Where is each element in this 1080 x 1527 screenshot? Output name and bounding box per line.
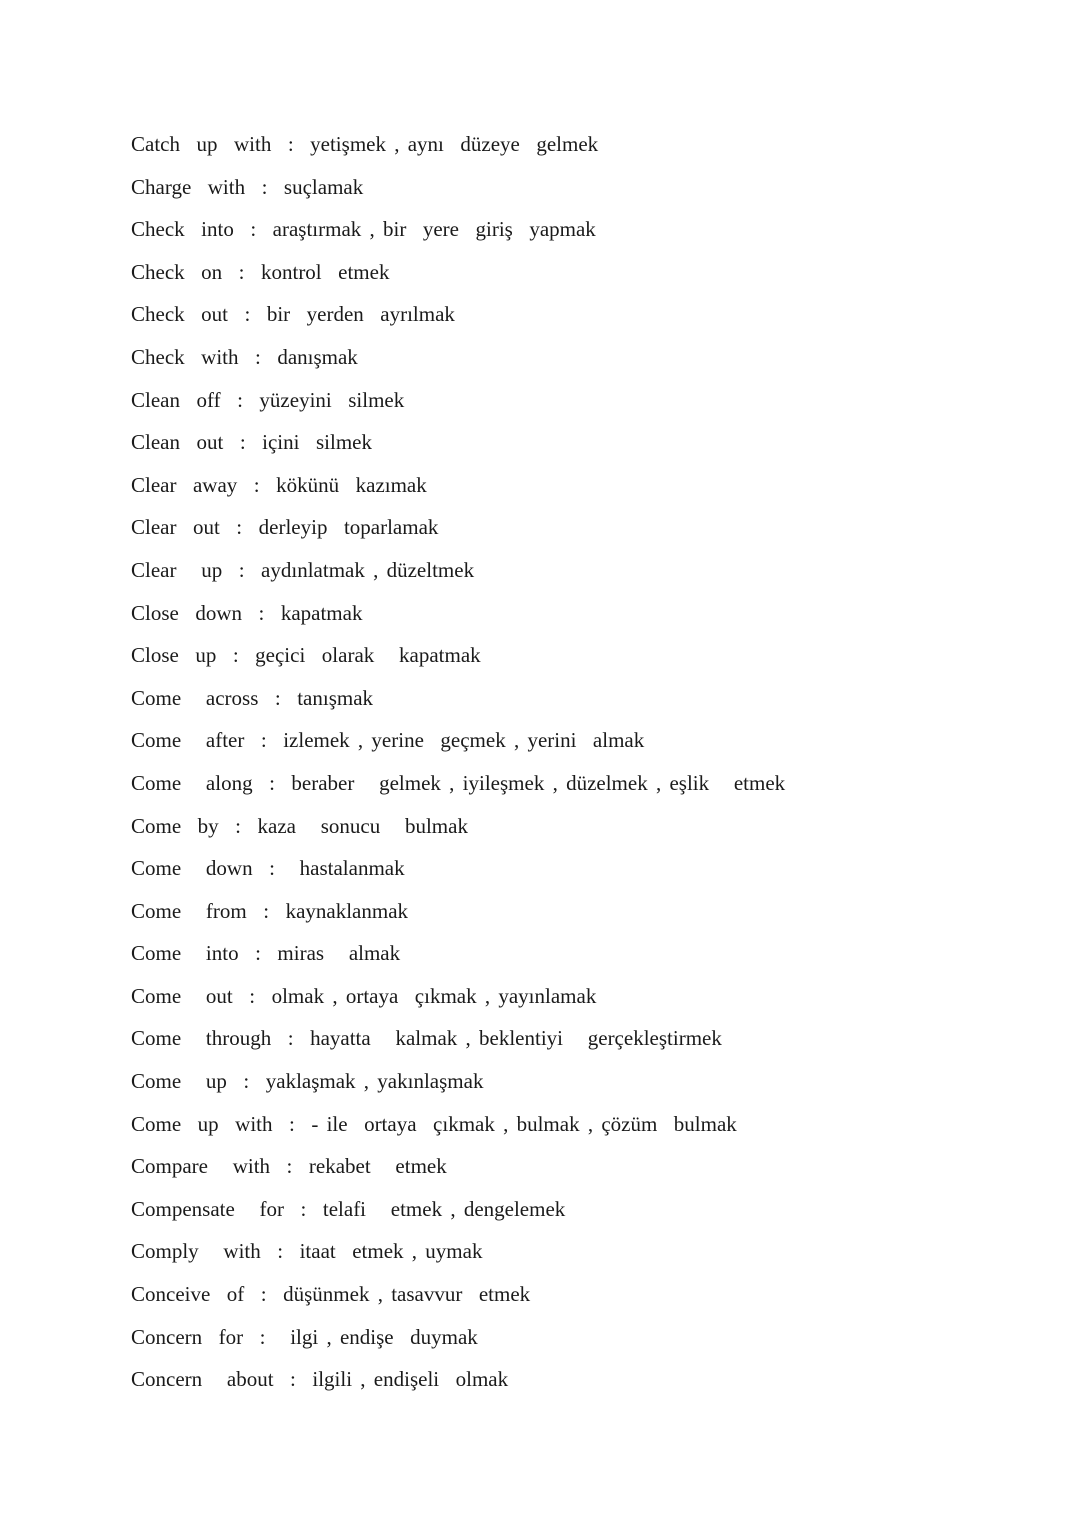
list-item: Come up with : - ile ortaya çıkmak , bulmak , çözüm bulmak <box>131 1111 737 1136</box>
list-item: Come from : kaynaklanmak <box>131 898 409 923</box>
list-item: Come up : yaklaşmak , yakınlaşmak <box>131 1069 484 1094</box>
list-item: Come through : hayatta kalmak , beklentiyi gerçekleştirmek <box>131 1026 722 1051</box>
phrasal-verb-list <box>131 126 785 1404</box>
list-item: Clean off : yüzeyini silmek <box>131 387 405 412</box>
list-item: Clear up : aydınlatmak , düzeltmek <box>131 557 475 582</box>
list-item: Come by : kaza sonucu bulmak <box>131 813 468 838</box>
list-item: Clean out : içini silmek <box>131 430 372 455</box>
list-item: Close down : kapatmak <box>131 600 363 625</box>
list-item: Comply with : itaat etmek , uymak <box>131 1239 483 1264</box>
list-item: Come along : beraber gelmek , iyileşmek , düzelmek , eşlik etmek <box>131 770 786 795</box>
list-item: Come after : izlemek , yerine geçmek , yerini almak <box>131 728 645 753</box>
list-item: Check into : araştırmak , bir yere giriş yapmak <box>131 217 596 242</box>
list-item: Come across : tanışmak <box>131 685 374 710</box>
list-item: Conceive of : düşünmek , tasavvur etmek <box>131 1282 531 1307</box>
list-item: Check out : bir yerden ayrılmak <box>131 302 455 327</box>
list-item: Charge with : suçlamak <box>131 174 364 199</box>
list-item: Compare with : rekabet etmek <box>131 1154 447 1179</box>
list-item: Come out : olmak , ortaya çıkmak , yayınlamak <box>131 983 597 1008</box>
list-item: Close up : geçici olarak kapatmak <box>131 643 481 668</box>
list-item: Clear out : derleyip toparlamak <box>131 515 439 540</box>
list-item: Check with : danışmak <box>131 344 358 369</box>
list-item: Clear away : kökünü kazımak <box>131 472 427 497</box>
list-item: Come into : miras almak <box>131 941 401 966</box>
list-item: Concern for : ilgi , endişe duymak <box>131 1324 478 1349</box>
list-item: Check on : kontrol etmek <box>131 259 390 284</box>
list-item: Catch up with : yetişmek , aynı düzeye gelmek <box>131 132 599 156</box>
list-item: Concern about : ilgili , endişeli olmak <box>131 1367 509 1392</box>
list-item: Compensate for : telafi etmek , dengelemek <box>131 1196 566 1221</box>
list-item: Come down : hastalanmak <box>131 856 405 881</box>
